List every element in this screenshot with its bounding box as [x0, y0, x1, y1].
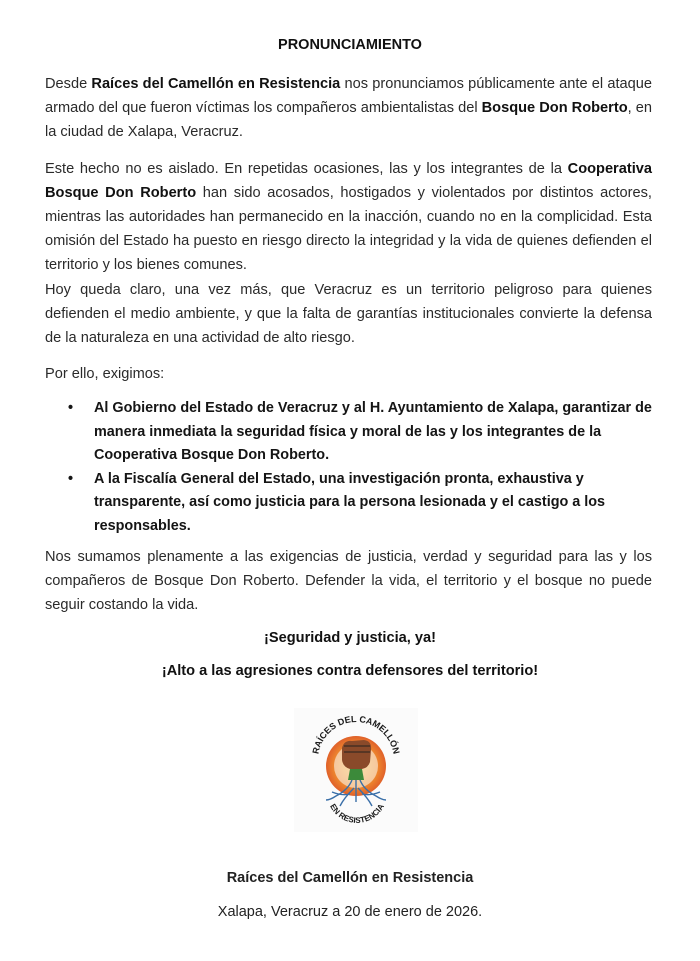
bullet-icon: •	[68, 470, 74, 487]
document-title: PRONUNCIAMIENTO	[278, 37, 422, 53]
text: han sido acosados, hostigados y violentados por distintos actores, mientras las autoridades han permanecido en la inacción, cuando no en la complicidad. Esta omisión del Estado ha puesto en riesgo directo la integridad y la vida de quienes defienden el territorio y los bienes comunes.	[45, 185, 652, 273]
logo-top-text: RAÍCES DEL CAMELLÓN	[310, 713, 402, 755]
paragraph-context	[45, 157, 652, 277]
slogan: ¡Seguridad y justicia, ya!	[264, 630, 436, 646]
demand-item	[45, 397, 655, 468]
organization-name: Raíces del Camellón en Resistencia	[91, 76, 341, 92]
text: , en la ciudad de Xalapa, Veracruz.	[45, 100, 652, 140]
demand-text: A la Fiscalía General del Estado, una investigación pronta, exhaustiva y transparente, así como justicia para la persona lesionada y el castigo a los responsables.	[94, 470, 606, 534]
cooperative-name: Cooperativa Bosque Don Roberto	[45, 161, 652, 201]
text: Este hecho no es aislado. En repetidas ocasiones, las y los integrantes de la	[45, 161, 568, 177]
fist-roots-logo-icon	[294, 708, 418, 832]
demand-item	[45, 468, 655, 539]
paragraph-demands-intro: Por ello, exigimos:	[45, 366, 165, 382]
bullet-icon: •	[68, 400, 74, 416]
demand-text: Al Gobierno del Estado de Veracruz y al H. Ayuntamiento de Xalapa, garantizar de manera inmediata la seguridad física y moral de las y los integrantes de la Cooperativa Bosque Don Roberto.	[94, 400, 652, 463]
text: nos pronunciamos públicamente ante el ataque armado del que fueron víctimas los compañeros ambientalistas del	[45, 76, 652, 116]
paragraph-intro	[45, 72, 652, 144]
forest-name: Bosque Don Roberto	[481, 100, 628, 116]
text: Desde	[45, 76, 92, 92]
fist-shape	[342, 740, 371, 769]
date-line: Xalapa, Veracruz a 20 de enero de 2026.	[217, 904, 483, 920]
organization-logo	[294, 708, 418, 832]
logo-bottom-text: EN RESISTENCIA	[328, 802, 386, 825]
paragraph-danger: Hoy queda claro, una vez más, que Veracruz es un territorio peligroso para quienes defienden el medio ambiente, y que la falta de garantías institucionales convierte la defensa de la naturaleza en una actividad de alto riesgo.	[45, 282, 652, 346]
demands-list	[45, 397, 655, 538]
signature: Raíces del Camellón en Resistencia	[226, 870, 474, 886]
slogan: ¡Alto a las agresiones contra defensores del territorio!	[161, 663, 539, 679]
paragraph-solidarity: Nos sumamos plenamente a las exigencias de justicia, verdad y seguridad para las y los compañeros de Bosque Don Roberto. Defender la vida, el territorio y el bosque no puede seguir costando la vida.	[45, 549, 652, 613]
